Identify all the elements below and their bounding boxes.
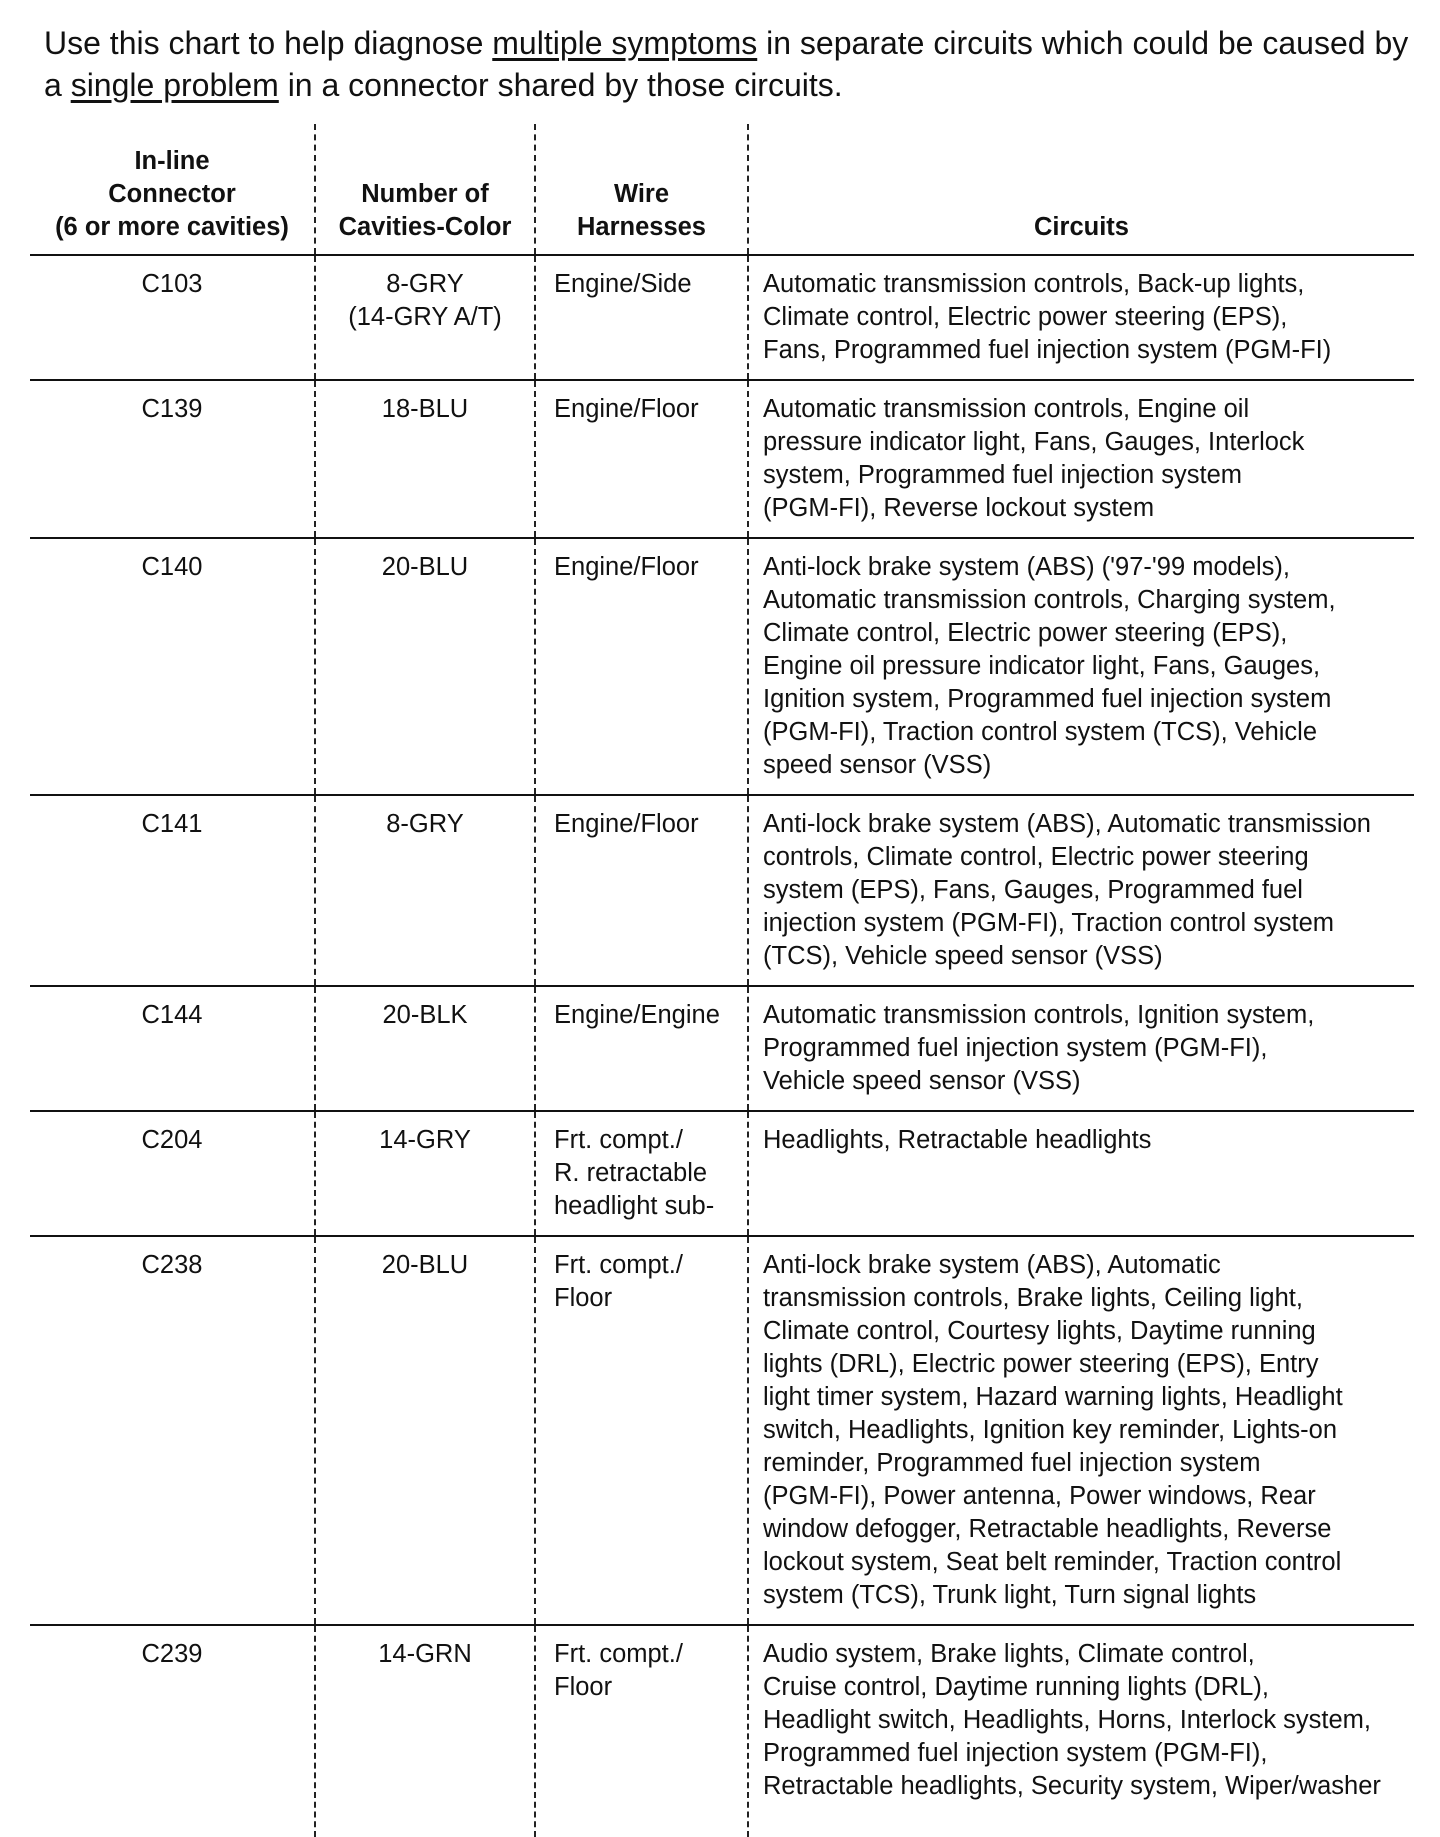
connector-chart-table <box>30 124 1414 1837</box>
connector-cell: C141 <box>30 795 315 986</box>
harnesses-line: Engine/Floor <box>554 395 699 423</box>
circuits-line: lights (DRL), Electric power steering (EPS), Entry <box>763 1350 1319 1378</box>
circuits-line: injection system (PGM-FI), Traction control system <box>763 909 1335 937</box>
cavities-line: 20-BLU <box>381 1251 469 1279</box>
cavities-color-cell <box>315 538 535 795</box>
cavities-color-cell <box>315 986 535 1111</box>
circuits-line: Cruise control, Daytime running lights (DRL), <box>763 1673 1269 1701</box>
circuits-cell <box>748 1236 1414 1625</box>
wire-harnesses-cell <box>535 986 748 1111</box>
circuits-line: light timer system, Hazard warning lights, Headlight <box>763 1383 1343 1411</box>
header-row <box>30 124 1414 255</box>
circuits-line: Automatic transmission controls, Ignition system, <box>763 1001 1315 1029</box>
intro-part-2: in separate circuits which could be caused by a <box>44 25 1409 103</box>
connector-cell: C139 <box>30 380 315 538</box>
circuits-line: (PGM-FI), Traction control system (TCS), Vehicle <box>763 718 1318 746</box>
harnesses-line: Frt. compt./ <box>554 1126 683 1154</box>
circuits-line: Headlights, Retractable headlights <box>763 1126 1152 1154</box>
connector-cell: C103 <box>30 255 315 380</box>
table-row <box>30 986 1414 1111</box>
circuits-line: (PGM-FI), Reverse lockout system <box>763 494 1155 522</box>
intro-emphasis-single-problem: single problem <box>70 67 279 103</box>
wire-harnesses-cell <box>535 380 748 538</box>
circuits-cell <box>748 1625 1414 1837</box>
circuits-line: (TCS), Vehicle speed sensor (VSS) <box>763 942 1163 970</box>
circuits-line: Fans, Programmed fuel injection system (PGM-FI) <box>763 336 1332 364</box>
circuits-cell <box>748 1111 1414 1236</box>
cavities-color-cell <box>315 795 535 986</box>
circuits-line: Automatic transmission controls, Engine oil <box>763 395 1250 423</box>
circuits-line: Climate control, Electric power steering (EPS), <box>763 303 1288 331</box>
circuits-line: switch, Headlights, Ignition key reminder, Lights-on <box>763 1416 1338 1444</box>
circuits-line: Programmed fuel injection system (PGM-FI), <box>763 1739 1268 1767</box>
circuits-line: reminder, Programmed fuel injection system <box>763 1449 1261 1477</box>
connector-cell: C239 <box>141 1640 203 1668</box>
cavities-color-cell <box>315 255 535 380</box>
intro-text <box>44 22 1424 106</box>
circuits-cell <box>748 255 1414 380</box>
circuits-line: Retractable headlights, Security system, Wiper/washer <box>763 1772 1381 1800</box>
cavities-line: 8-GRY <box>386 810 464 838</box>
table-row <box>30 1236 1414 1625</box>
circuits-cell <box>748 986 1414 1111</box>
harnesses-line: Engine/Floor <box>554 810 699 838</box>
circuits-line: Automatic transmission controls, Back-up lights, <box>763 270 1305 298</box>
circuits-line: Audio system, Brake lights, Climate control, <box>763 1640 1255 1668</box>
circuits-line: system, Programmed fuel injection system <box>763 461 1242 489</box>
wire-harnesses-cell <box>535 1111 748 1236</box>
circuits-line: Climate control, Electric power steering (EPS), <box>763 619 1288 647</box>
cavities-line: 8-GRY <box>386 270 464 298</box>
circuits-line: transmission controls, Brake lights, Ceiling light, <box>763 1284 1303 1312</box>
circuits-line: lockout system, Seat belt reminder, Traction control <box>763 1548 1342 1576</box>
circuits-line: pressure indicator light, Fans, Gauges, Interlock <box>763 428 1305 456</box>
cavities-color-cell <box>315 380 535 538</box>
circuits-line: Anti-lock brake system (ABS), Automatic transmission <box>763 810 1371 838</box>
connector-cell: C238 <box>30 1236 315 1625</box>
circuits-line: system (TCS), Trunk light, Turn signal lights <box>763 1581 1257 1609</box>
connector-cell: C144 <box>30 986 315 1111</box>
harnesses-line: headlight sub- <box>554 1192 715 1220</box>
circuits-cell <box>748 538 1414 795</box>
circuits-line: Automatic transmission controls, Charging system, <box>763 586 1336 614</box>
table-row <box>30 1111 1414 1236</box>
harnesses-line: Frt. compt./ <box>554 1640 683 1668</box>
wire-harnesses-cell <box>535 795 748 986</box>
circuits-cell <box>748 795 1414 986</box>
table-row <box>30 255 1414 380</box>
table-body <box>30 255 1414 1837</box>
header-connector: In-line Connector (6 or more cavities) <box>30 124 315 255</box>
table-row <box>30 1625 1414 1837</box>
circuits-line: Ignition system, Programmed fuel injection system <box>763 685 1332 713</box>
intro-part-1: Use this chart to help diagnose <box>44 25 493 61</box>
header-wire-harnesses: Wire Harnesses <box>535 124 748 255</box>
harnesses-line: Engine/Engine <box>554 1001 720 1029</box>
cavities-color-cell <box>315 1625 535 1837</box>
cavities-line: 20-BLK <box>382 1001 468 1029</box>
cavities-line: 14-GRN <box>378 1640 472 1668</box>
circuits-line: window defogger, Retractable headlights, Reverse <box>763 1515 1332 1543</box>
harnesses-line: Floor <box>554 1284 613 1312</box>
intro-emphasis-multiple-symptoms: multiple symptoms <box>492 25 758 61</box>
cavities-color-cell <box>315 1236 535 1625</box>
circuits-line: Anti-lock brake system (ABS) ('97-'99 models), <box>763 553 1290 581</box>
wire-harnesses-cell <box>535 255 748 380</box>
harnesses-line: Floor <box>554 1673 613 1701</box>
cavities-color-cell <box>315 1111 535 1236</box>
table-row <box>30 380 1414 538</box>
circuits-line: Headlight switch, Headlights, Horns, Interlock system, <box>763 1706 1371 1734</box>
connector-cell: C140 <box>30 538 315 795</box>
cavities-line: 20-BLU <box>381 553 469 581</box>
header-circuits: Circuits <box>748 124 1414 255</box>
circuits-line: Engine oil pressure indicator light, Fans, Gauges, <box>763 652 1321 680</box>
connector-cell: C204 <box>30 1111 315 1236</box>
cavities-line: 14-GRY <box>379 1126 471 1154</box>
circuits-line: Vehicle speed sensor (VSS) <box>763 1067 1081 1095</box>
harnesses-line: Engine/Side <box>554 270 692 298</box>
circuits-line: (PGM-FI), Power antenna, Power windows, Rear <box>763 1482 1316 1510</box>
harnesses-line: R. retractable <box>554 1159 708 1187</box>
wire-harnesses-cell <box>535 1236 748 1625</box>
table-row <box>30 538 1414 795</box>
circuits-line: controls, Climate control, Electric power steering <box>763 843 1309 871</box>
harnesses-line: Engine/Floor <box>554 553 699 581</box>
circuits-line: Programmed fuel injection system (PGM-FI), <box>763 1034 1268 1062</box>
circuits-line: Climate control, Courtesy lights, Daytime running <box>763 1317 1316 1345</box>
table-row <box>30 795 1414 986</box>
wire-harnesses-cell <box>535 1625 748 1837</box>
circuits-line: system (EPS), Fans, Gauges, Programmed fuel <box>763 876 1303 904</box>
header-cavities-color: Number of Cavities-Color <box>315 124 535 255</box>
intro-part-3: in a connector shared by those circuits. <box>278 67 843 103</box>
circuits-line: Anti-lock brake system (ABS), Automatic <box>763 1251 1221 1279</box>
wire-harnesses-cell <box>535 538 748 795</box>
cavities-line: 18-BLU <box>381 395 469 423</box>
harnesses-line: Frt. compt./ <box>554 1251 683 1279</box>
cavities-line: (14-GRY A/T) <box>348 303 502 331</box>
circuits-cell <box>748 380 1414 538</box>
circuits-line: speed sensor (VSS) <box>763 751 992 779</box>
